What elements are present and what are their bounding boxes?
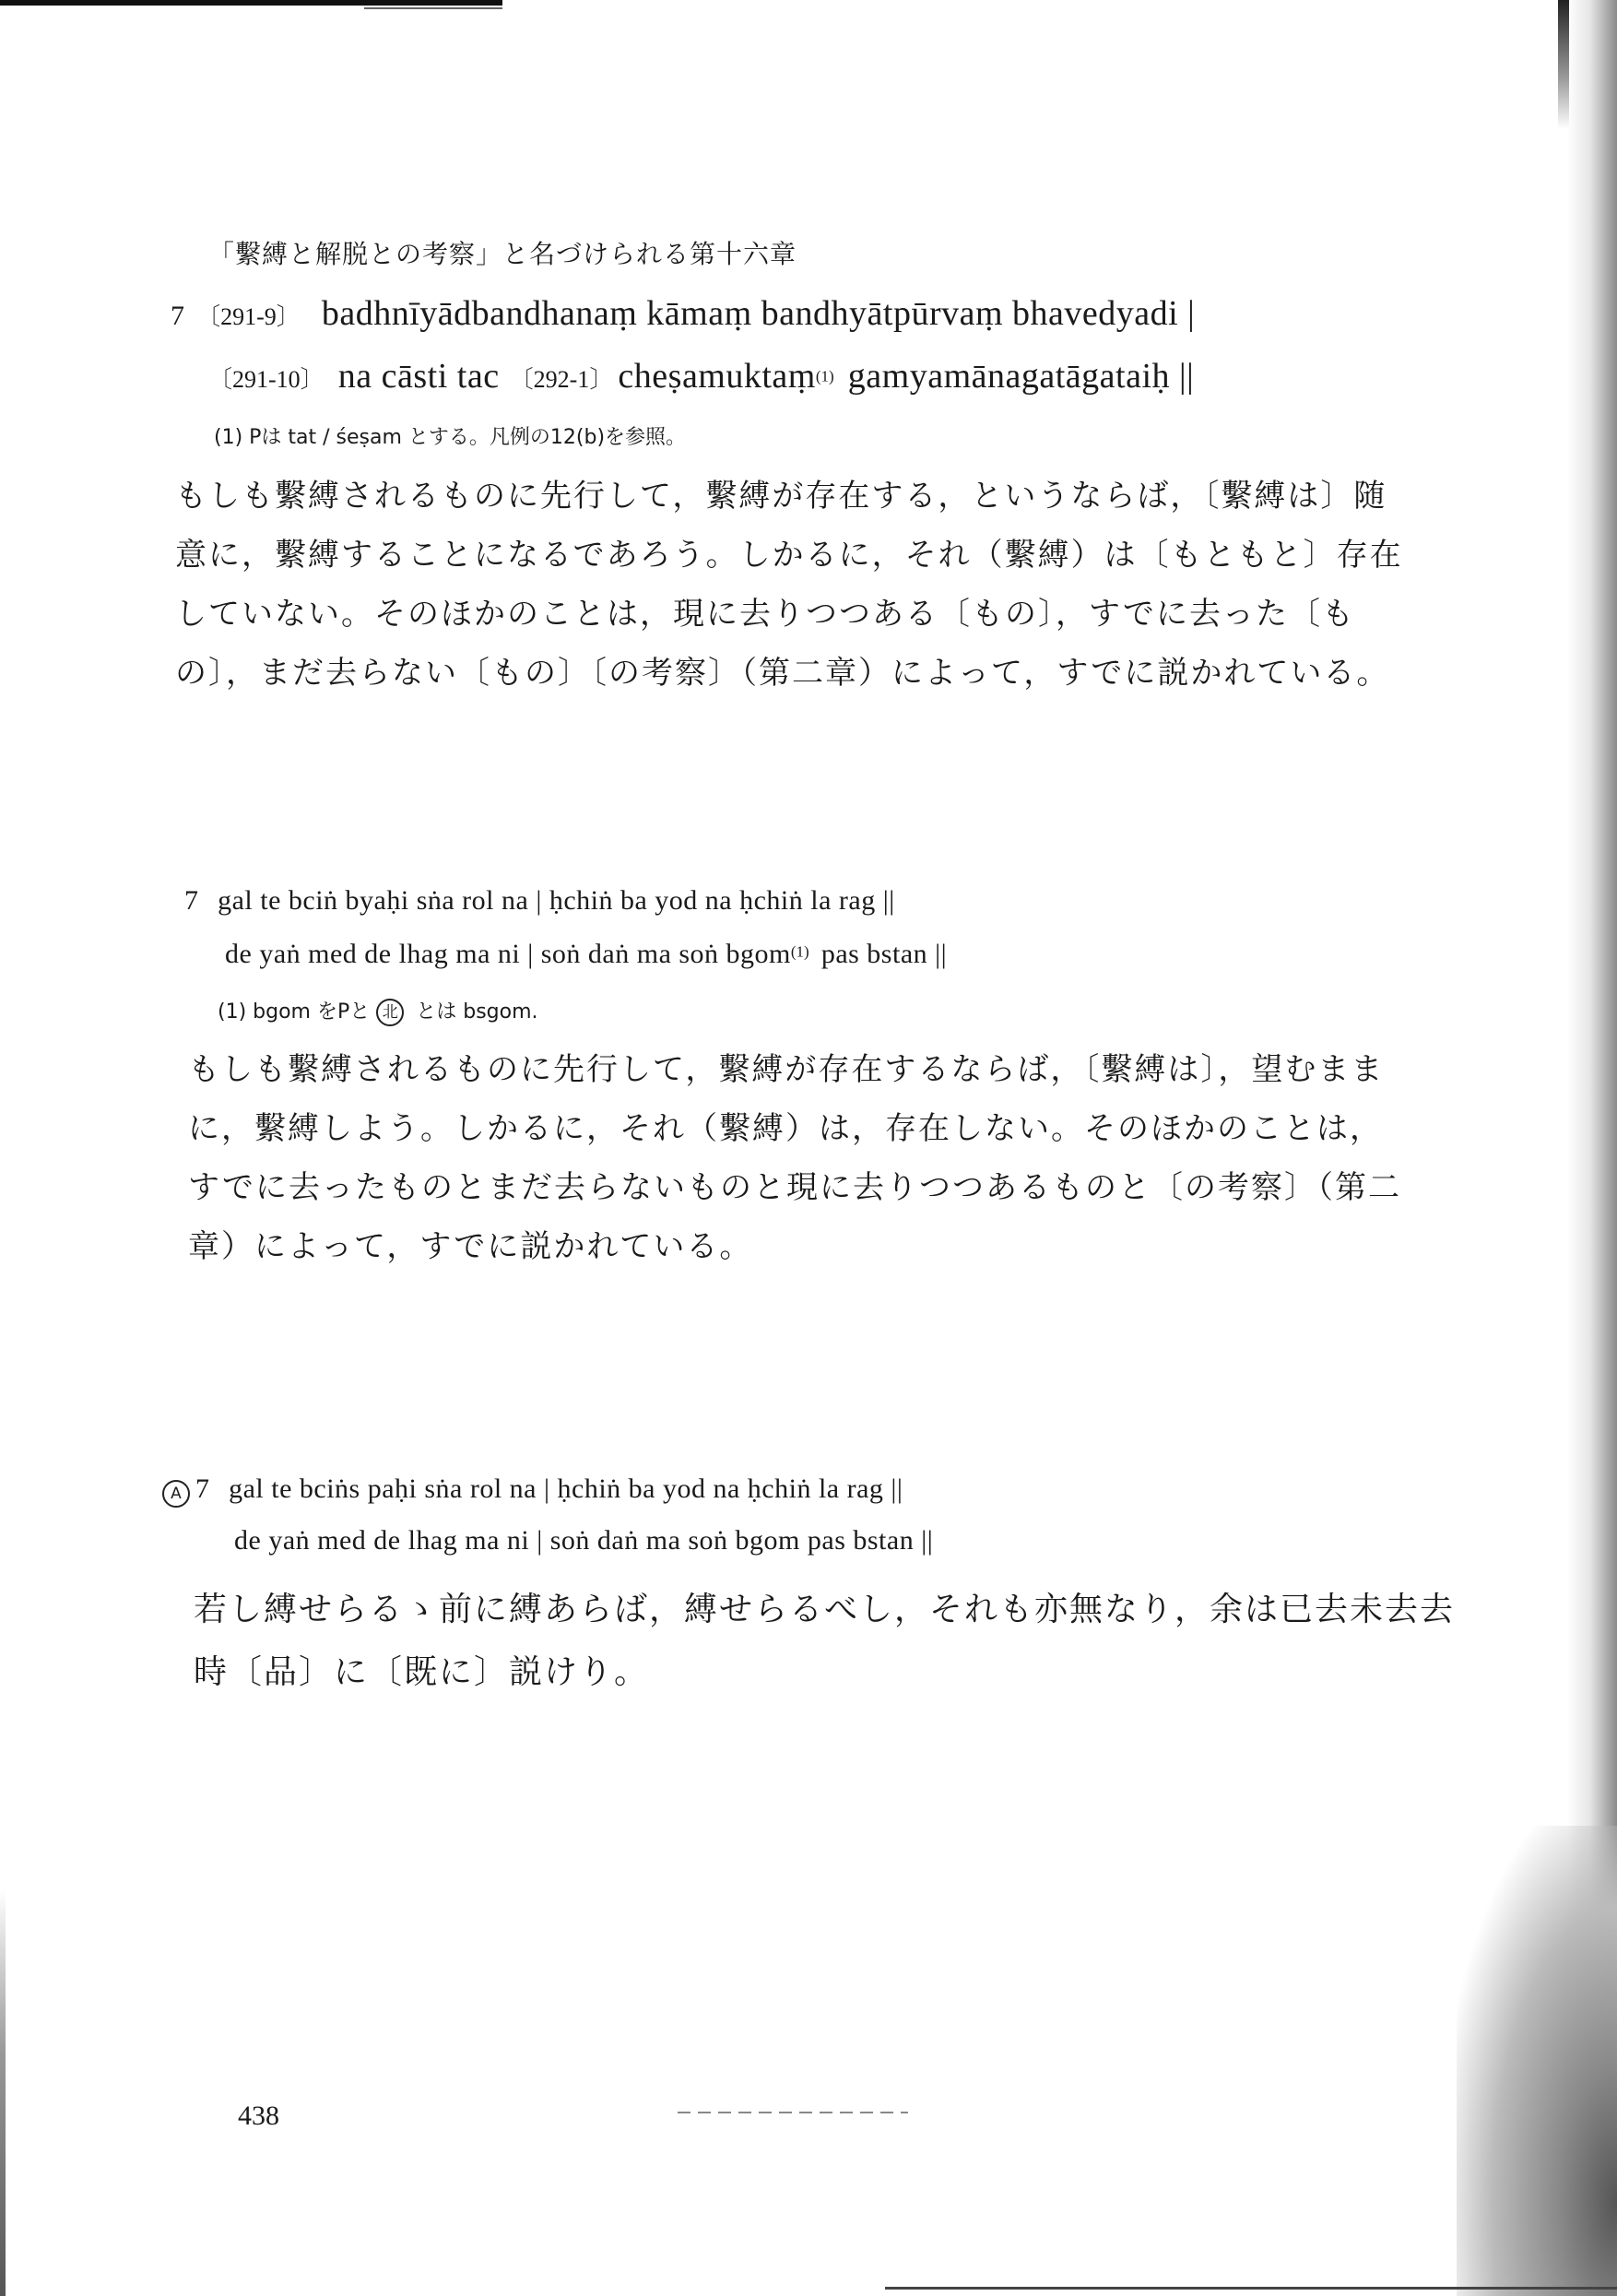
sanskrit-translation [175, 467, 1403, 703]
tibetan-footnote [218, 996, 538, 1026]
translation-line: の〕，まだ去らない〔もの〕〔の考察〕（第二章）によって，すでに説かれている。 [175, 655, 1390, 692]
translation-line: すでに去ったものとまだ去らないものと現に去りつつあるものと〔の考察〕（第二 [188, 1169, 1402, 1206]
scan-bottom-rule [885, 2287, 1617, 2290]
sanskrit-text: na cāsti tac [337, 357, 500, 396]
tibetan-text: pas bstan || [820, 939, 948, 969]
translation-line: に，繫縛しよう。しかるに，それ（繫縛）は，存在しない。そのほかのことは， [188, 1110, 1383, 1147]
verse-number: 7 [184, 885, 198, 916]
page-reference: 〔291-10〕 [208, 366, 325, 393]
footnote-text: (1) bgom をPと [218, 1000, 371, 1024]
sanskrit-text: cheṣamuktaṃ [618, 357, 816, 396]
tibetan-verse-line-1 [184, 885, 895, 917]
translation-line: 若し縛せらるゝ前に縛あらば，縛せらるべし，それも亦無なり，余は已去未去去 [194, 1591, 1456, 1628]
peking-edition-mark-icon: 北 [376, 999, 404, 1026]
tibetan-translation [188, 1040, 1401, 1276]
footnote-marker: (1) [815, 367, 834, 385]
chinese-translation [194, 1579, 1455, 1704]
page-number: 438 [238, 2101, 279, 2131]
verse-number: 7 [195, 1473, 209, 1504]
translation-line: 意に，繫縛することになるであろう。しかるに，それ（繫縛）は〔もともと〕存在 [175, 537, 1403, 574]
translation-line: 章）によって，すでに説かれている。 [188, 1228, 753, 1265]
chapter-title: 「繫縛と解脱との考察」と名づけられる第十六章 [208, 239, 797, 269]
translation-line: 時〔品〕に〔既に〕説けり。 [194, 1653, 650, 1691]
footnote-text: とは bsgom. [416, 1000, 538, 1024]
scan-dashed-mark [678, 2112, 908, 2113]
akutobhaya-verse-line-1 [162, 1473, 903, 1508]
page-reference: 〔291-9〕 [196, 303, 301, 330]
tibetan-text: gal te bciṅ byaḥi sṅa rol na | ḥchiṅ ba yod na ḥchiṅ la rag || [218, 885, 895, 916]
sanskrit-footnote: (1) Pは tat / śeṣam とする。凡例の12(b)を参照。 [214, 426, 687, 449]
translation-line: していない。そのほかのことは，現に去りつつある〔もの〕，すでに去った〔も [175, 596, 1356, 633]
scan-top-rule-thin [364, 7, 502, 9]
akutobhaya-verse-line-2 [234, 1525, 933, 1556]
scan-bottom-right-shadow [1457, 1826, 1617, 2296]
sanskrit-text: gamyamānagatāgataiḥ || [847, 357, 1195, 396]
scan-right-edge-mark [1558, 0, 1569, 129]
translation-line: もしも繫縛されるものに先行して，繫縛が存在する，というならば，〔繫縛は〕随 [175, 478, 1387, 515]
tibetan-text: de yaṅ med de lhag ma ni | soṅ daṅ ma soṅ bgom [225, 939, 791, 969]
tibetan-verse-line-2 [225, 939, 947, 970]
verse-number: 7 [171, 301, 184, 331]
sanskrit-text: badhnīyādbandhanaṃ kāmaṃ bandhyātpūrvaṃ bhavedyadi | [321, 294, 1196, 333]
tibetan-text: de yaṅ med de lhag ma ni | soṅ daṅ ma soṅ bgom pas bstan || [234, 1525, 934, 1556]
footnote-marker: (1) [790, 942, 809, 961]
sanskrit-verse-line-1 [171, 293, 1195, 334]
akutobhaya-marker-icon: A [162, 1480, 190, 1508]
scan-left-edge-shadow [0, 1890, 6, 2296]
scan-top-rule [0, 0, 502, 6]
page-reference: 〔292-1〕 [509, 366, 614, 393]
translation-line: もしも繫縛されるものに先行して，繫縛が存在するならば，〔繫縛は〕，望むまま [188, 1051, 1385, 1088]
sanskrit-verse-line-2 [208, 356, 1194, 396]
tibetan-text: gal te bciṅs paḥi sṅa rol na | ḥchiṅ ba yod na ḥchiṅ la rag || [229, 1473, 903, 1504]
